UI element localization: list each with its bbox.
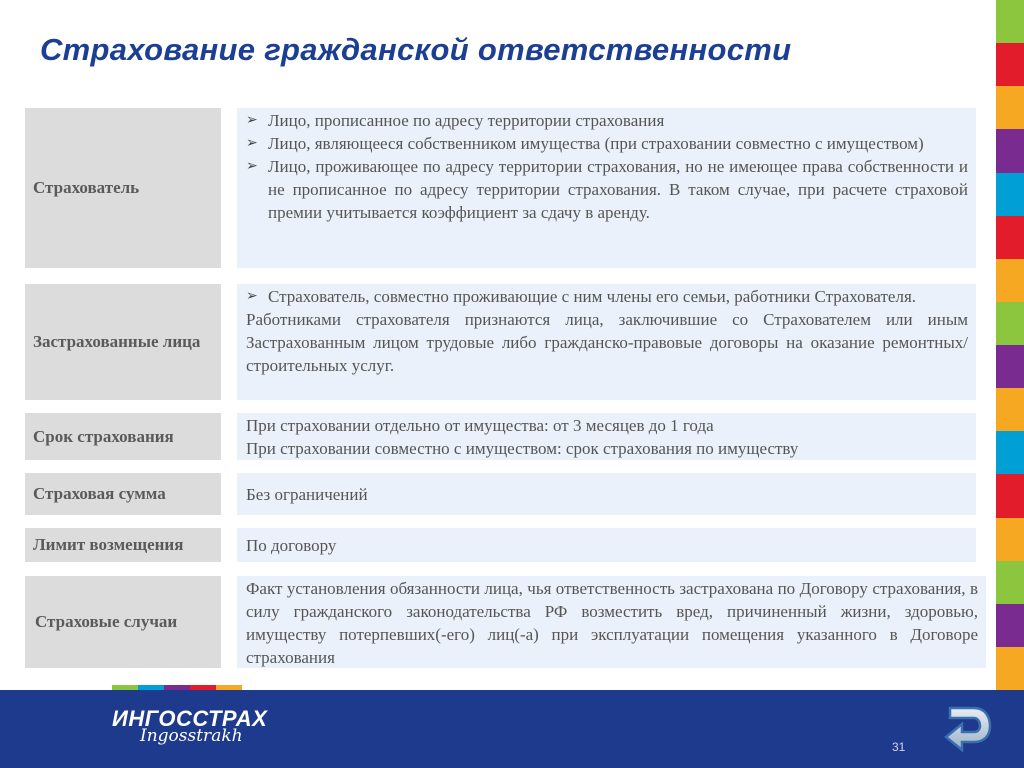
stripe-segment bbox=[996, 431, 1024, 474]
row-label: Срок страхования bbox=[25, 413, 221, 460]
row-label: Лимит возмещения bbox=[25, 528, 221, 562]
stripe-segment bbox=[996, 518, 1024, 561]
row-content bbox=[237, 284, 976, 400]
row-text: Работниками страхователя признаются лица, заключившие со Страхователем или иным Застрахованным лицом трудовые либо гражданско-правовые договоры на оказание ремонтных/строительных услуг. bbox=[246, 310, 968, 375]
stripe-segment bbox=[996, 474, 1024, 517]
stripe-segment bbox=[996, 86, 1024, 129]
list-item: ➢ Страхователь, совместно проживающие с ним члены его семьи, работники Страхователя. bbox=[246, 285, 968, 308]
row-content bbox=[237, 413, 976, 460]
list-item: ➢ Лицо, прописанное по адресу территории страхования bbox=[246, 109, 968, 132]
color-stripe bbox=[996, 0, 1024, 690]
row-label: Страховая сумма bbox=[25, 473, 221, 515]
row-content bbox=[237, 108, 976, 268]
stripe-segment bbox=[996, 0, 1024, 43]
back-button[interactable] bbox=[944, 704, 994, 756]
logo-main-text: ИНГОССТРАХ bbox=[112, 706, 268, 731]
row-insured-events bbox=[25, 576, 986, 668]
row-content bbox=[237, 576, 986, 668]
page-number: 31 bbox=[892, 740, 906, 754]
company-logo bbox=[112, 706, 267, 746]
row-text: Факт установления обязанности лица, чья ответственность застрахована по Договору страхования, в силу гражданского законодательства РФ возместить вред, причиненный жизни, здоровью, имуществу потерпевших(-его) лиц(-а) при эксплуатации помещения указанного в Договоре страхования bbox=[246, 579, 978, 667]
stripe-segment bbox=[996, 388, 1024, 431]
row-policyholder bbox=[25, 108, 976, 268]
stripe-segment bbox=[996, 604, 1024, 647]
stripe-segment bbox=[996, 302, 1024, 345]
stripe-segment bbox=[996, 43, 1024, 86]
logo-sub-text: Ingosstrakh bbox=[140, 726, 243, 746]
row-text: При страховании совместно с имуществом: срок страхования по имуществу bbox=[246, 439, 799, 458]
row-content bbox=[237, 473, 976, 515]
stripe-segment bbox=[996, 561, 1024, 604]
list-item: ➢ Лицо, являющееся собственником имущества (при страховании совместно с имуществом) bbox=[246, 132, 968, 155]
row-content bbox=[237, 528, 976, 562]
stripe-segment bbox=[996, 216, 1024, 259]
stripe-segment bbox=[996, 647, 1024, 690]
footer-color-strip bbox=[112, 685, 242, 690]
row-sum-insured bbox=[25, 473, 976, 515]
row-indemnity-limit bbox=[25, 528, 976, 562]
stripe-segment bbox=[996, 259, 1024, 302]
row-insurance-term bbox=[25, 413, 976, 460]
stripe-segment bbox=[996, 345, 1024, 388]
stripe-segment bbox=[996, 173, 1024, 216]
row-label: Застрахованные лица bbox=[25, 284, 221, 400]
row-insured-persons bbox=[25, 284, 976, 400]
list-item: ➢ Лицо, проживающее по адресу территории страхования, но не имеющее права собственности и не прописанное по адресу территории страхования. В таком случае, при расчете страховой премии учитывается коэффициент за сдачу в аренду. bbox=[246, 155, 968, 224]
row-label: Страхователь bbox=[25, 108, 221, 268]
page-title: Страхование гражданской ответственности bbox=[40, 32, 792, 67]
row-label: Страховые случаи bbox=[25, 576, 221, 668]
row-text: При страховании отдельно от имущества: от 3 месяцев до 1 года bbox=[246, 416, 714, 435]
back-arrow-icon bbox=[944, 704, 994, 756]
stripe-segment bbox=[996, 129, 1024, 172]
row-text: Без ограничений bbox=[246, 484, 368, 504]
row-text: По договору bbox=[246, 535, 337, 555]
